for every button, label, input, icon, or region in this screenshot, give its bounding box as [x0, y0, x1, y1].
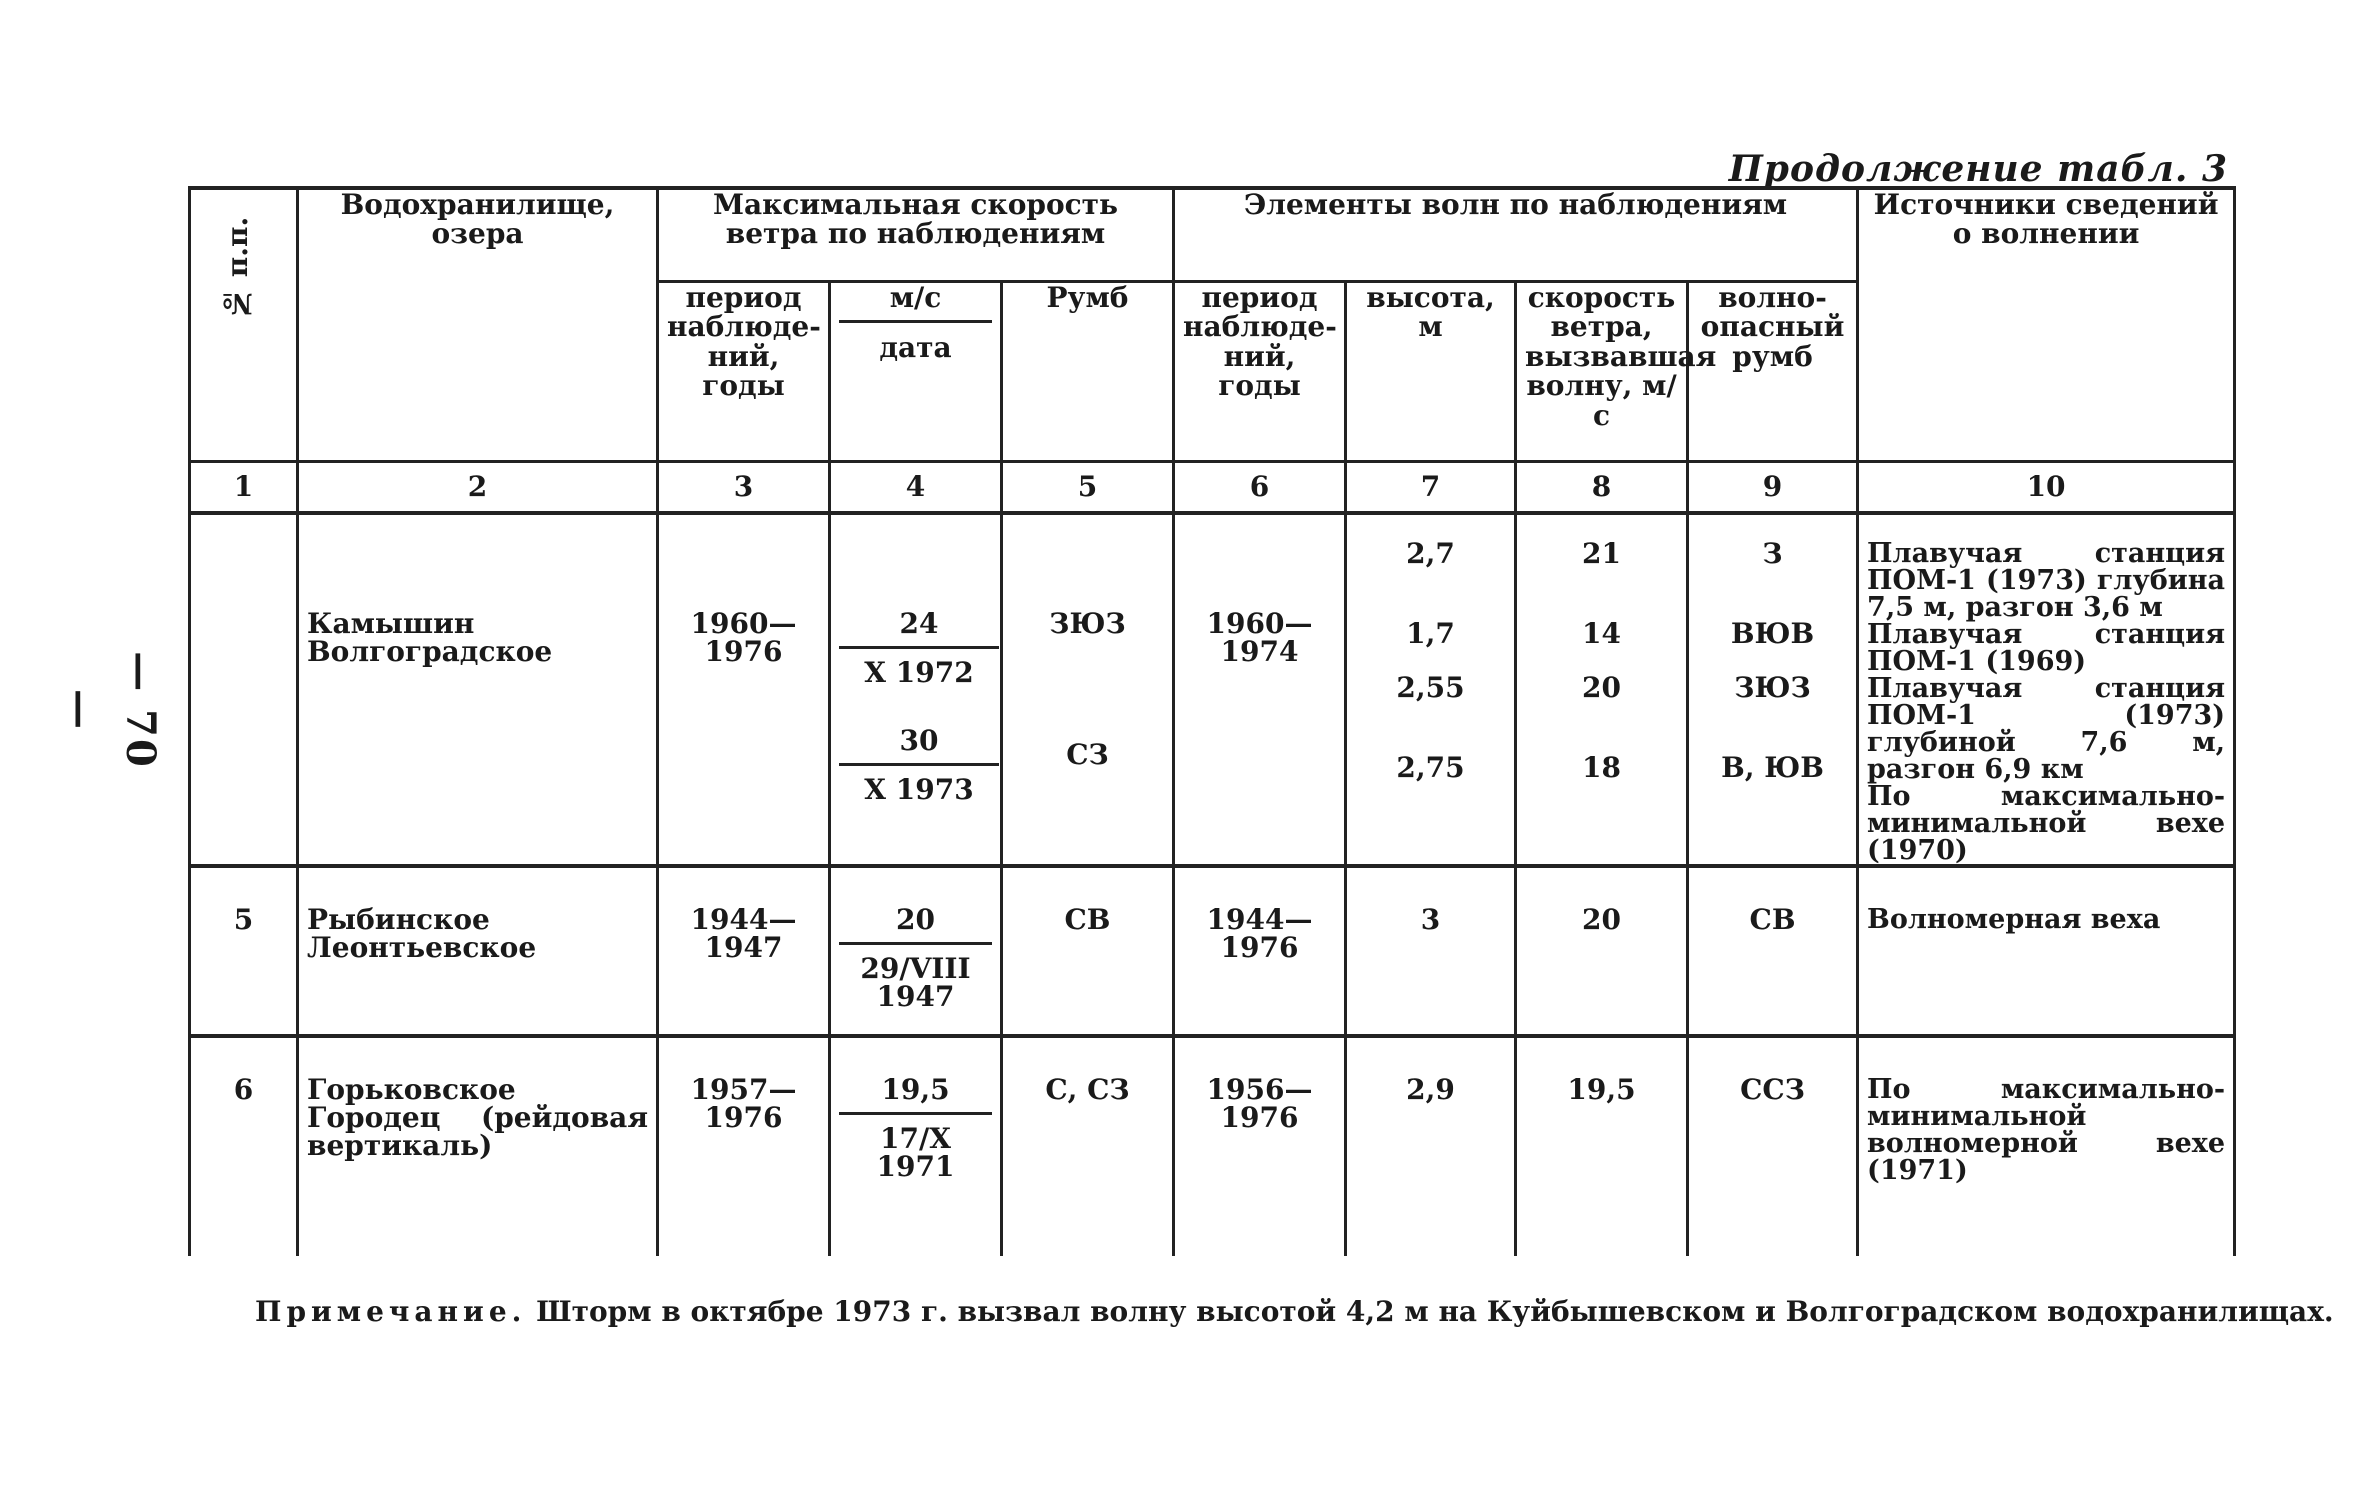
table-row	[190, 866, 2235, 1036]
header-num: № п.п.	[190, 188, 298, 462]
row-wind-ms-date	[830, 513, 1002, 866]
wave-height: 2,75	[1396, 751, 1465, 784]
row-reservoir: Камышин Волгоградское	[298, 513, 658, 866]
row-wind-rumb	[1002, 513, 1174, 866]
header-wave-height: высота, м	[1346, 282, 1516, 462]
header-wave-period: период наблюде-ний, годы	[1174, 282, 1346, 462]
wind-date: X 1972	[864, 656, 974, 689]
column-number: 3	[658, 462, 830, 514]
wind-rumb: ЗЮЗ	[1049, 607, 1126, 640]
row-wave-speed: 20	[1516, 866, 1688, 1036]
header-wind-group: Максимальная скорость ветра по наблюдениям	[658, 188, 1174, 282]
row-wave-rumb: ССЗ	[1688, 1036, 1858, 1256]
column-number: 2	[298, 462, 658, 514]
source-text: По максимально-минимальной вехе (1970)	[1867, 781, 2226, 866]
row-wind-ms-date	[830, 866, 1002, 1036]
wave-speed: 18	[1582, 751, 1621, 784]
header-wave-speed: скорость ветра, вызвавшая волну, м/с	[1516, 282, 1688, 462]
table-continuation-label: Продолжение табл. 3	[1728, 148, 2228, 190]
column-number: 9	[1688, 462, 1858, 514]
row-sources	[1858, 513, 2235, 866]
row-wind-period: 1957—1976	[658, 1036, 830, 1256]
footnote-text: Шторм в октябре 1973 г. вызвал волну высотой 4,2 м на Куйбышевском и Волгоградском водохранилищах.	[526, 1295, 2334, 1328]
column-number: 5	[1002, 462, 1174, 514]
row-wave-rumb: СВ	[1688, 866, 1858, 1036]
row-num: 5	[190, 866, 298, 1036]
wave-height: 1,7	[1406, 617, 1455, 650]
row-wave-period: 1960—1974	[1174, 513, 1346, 866]
row-wind-period: 1960—1976	[658, 513, 830, 866]
page-number: — 70 —	[57, 651, 164, 769]
wind-ms: 24	[839, 610, 999, 649]
header-wind-period: период наблюде-ний, годы	[658, 282, 830, 462]
header-wave-rumb: волно-опасный румб	[1688, 282, 1858, 462]
row-wave-speed: 19,5	[1516, 1036, 1688, 1256]
row-reservoir: Рыбинское Леонтьевское	[298, 866, 658, 1036]
row-wave-height: 3	[1346, 866, 1516, 1036]
wind-ms: 30	[839, 727, 999, 766]
column-number: 4	[830, 462, 1002, 514]
row-wave-period: 1944—1976	[1174, 866, 1346, 1036]
column-number: 6	[1174, 462, 1346, 514]
row-wind-period: 1944—1947	[658, 866, 830, 1036]
source-text: Плавучая станция ПОМ-1 (1973) глубина 7,5 м, разгон 3,6 м	[1867, 538, 2226, 623]
row-wind-rumb: С, СЗ	[1002, 1036, 1174, 1256]
row-wind-ms-date	[830, 1036, 1002, 1256]
wind-rumb: СЗ	[1066, 738, 1109, 771]
row-wave-speed	[1516, 513, 1688, 866]
row-wave-period: 1956—1976	[1174, 1036, 1346, 1256]
wave-rumb: В, ЮВ	[1721, 751, 1824, 784]
header-sources: Источники сведений о волнении	[1858, 188, 2235, 462]
row-sources: Волномерная веха	[1858, 866, 2235, 1036]
row-num: 6	[190, 1036, 298, 1256]
table-footnote	[255, 1295, 2334, 1328]
table-row	[190, 1036, 2235, 1256]
wave-rumb: ЗЮЗ	[1734, 671, 1811, 704]
row-reservoir: Горьковское Городец (рейдовая вертикаль)	[298, 1036, 658, 1256]
wave-height: 2,7	[1406, 537, 1455, 570]
column-number: 7	[1346, 462, 1516, 514]
source-text: Плавучая станция ПОМ-1 (1969)	[1867, 619, 2226, 677]
column-number: 1	[190, 462, 298, 514]
wind-date: X 1973	[864, 773, 974, 806]
header-wind-rumb: Румб	[1002, 282, 1174, 462]
row-wind-rumb: СВ	[1002, 866, 1174, 1036]
wind-ms: 20	[839, 906, 992, 945]
table-row	[190, 513, 2235, 866]
footnote-lead: Примечание.	[255, 1295, 527, 1328]
column-number: 10	[1858, 462, 2235, 514]
row-wave-rumb	[1688, 513, 1858, 866]
row-num	[190, 513, 298, 866]
wave-data-table	[188, 186, 2236, 1256]
wind-date: 17/X 1971	[876, 1122, 955, 1183]
wave-speed: 20	[1582, 671, 1621, 704]
wind-ms: 19,5	[839, 1076, 992, 1115]
header-reservoir: Водохранилище, озера	[298, 188, 658, 462]
header-wave-group: Элементы волн по наблюдениям	[1174, 188, 1858, 282]
header-wind-ms: м/с	[839, 283, 992, 323]
header-wind-ms-date	[830, 282, 1002, 462]
column-number: 8	[1516, 462, 1688, 514]
row-wave-height: 2,9	[1346, 1036, 1516, 1256]
wind-date: 29/VIII 1947	[860, 952, 971, 1013]
wave-speed: 21	[1582, 537, 1621, 570]
wave-height: 2,55	[1396, 671, 1465, 704]
row-wave-height	[1346, 513, 1516, 866]
header-row-1	[190, 188, 2235, 282]
column-number-row	[190, 462, 2235, 514]
wave-speed: 14	[1582, 617, 1621, 650]
header-wind-date: дата	[879, 331, 952, 365]
wave-rumb: З	[1762, 537, 1783, 570]
row-sources: По максимально-минимальной волномерной вехе (1971)	[1858, 1036, 2235, 1256]
wave-rumb: ВЮВ	[1730, 617, 1815, 650]
source-text: Плавучая станция ПОМ-1 (1973) глубиной 7,6 м, разгон 6,9 км	[1867, 673, 2226, 785]
